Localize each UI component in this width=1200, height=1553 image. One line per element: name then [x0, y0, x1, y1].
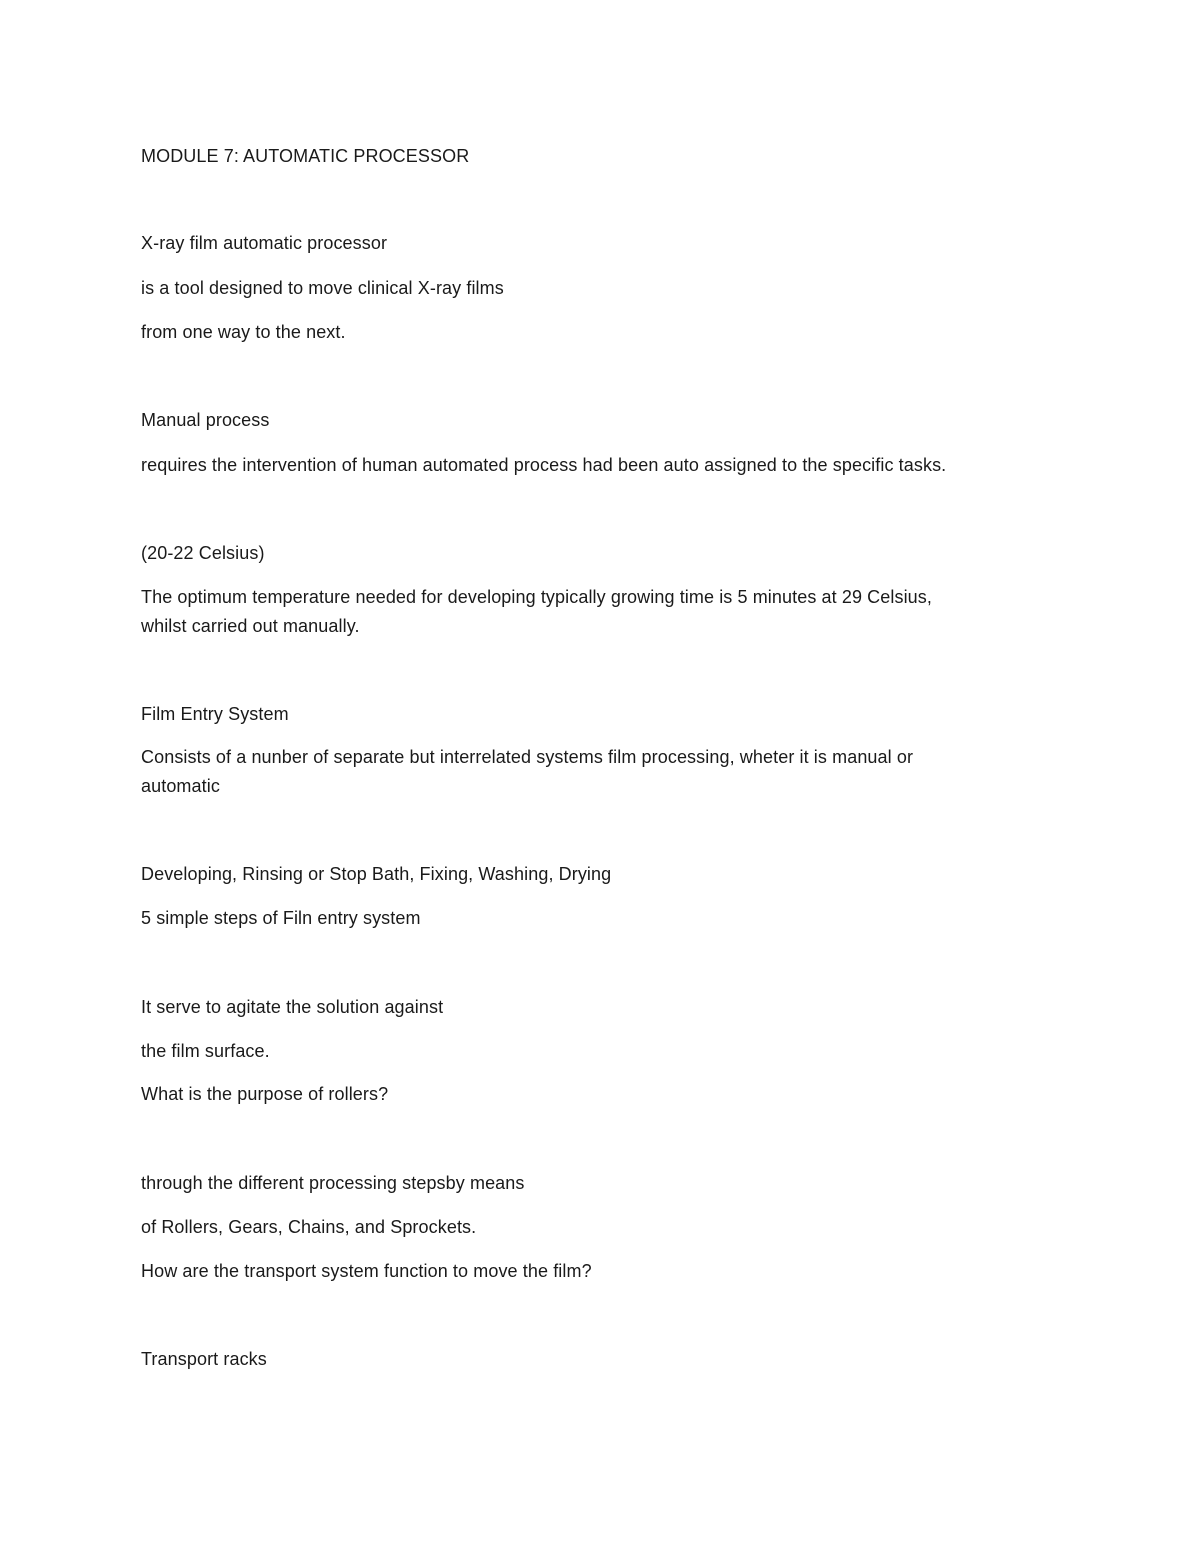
text-line: Film Entry System — [141, 704, 289, 724]
text-line: through the different processing stepsby means — [141, 1173, 525, 1193]
document-title: MODULE 7: AUTOMATIC PROCESSOR — [141, 146, 470, 166]
text-line: automatic — [141, 776, 220, 796]
text-line: Manual process — [141, 410, 270, 430]
text-line: is a tool designed to move clinical X-ray films — [141, 278, 504, 298]
text-line: whilst carried out manually. — [141, 616, 360, 636]
text-line: (20-22 Celsius) — [141, 543, 265, 563]
text-line: The optimum temperature needed for developing typically growing time is 5 minutes at 29 Celsius, — [141, 587, 932, 607]
text-line: of Rollers, Gears, Chains, and Sprockets. — [141, 1217, 477, 1237]
text-line: Consists of a nunber of separate but interrelated systems film processing, wheter it is manual or — [141, 747, 914, 767]
text-line: X-ray film automatic processor — [141, 233, 388, 253]
text-line: How are the transport system function to move the film? — [141, 1261, 592, 1281]
text-line: Transport racks — [141, 1349, 267, 1369]
text-line: from one way to the next. — [141, 322, 346, 342]
text-line: 5 simple steps of Filn entry system — [141, 908, 421, 928]
text-line: What is the purpose of rollers? — [141, 1084, 389, 1104]
text-line: requires the intervention of human automated process had been auto assigned to the specific tasks. — [141, 455, 947, 475]
text-line: It serve to agitate the solution against — [141, 997, 444, 1017]
text-line: the film surface. — [141, 1041, 270, 1061]
text-line: Developing, Rinsing or Stop Bath, Fixing, Washing, Drying — [141, 864, 612, 884]
